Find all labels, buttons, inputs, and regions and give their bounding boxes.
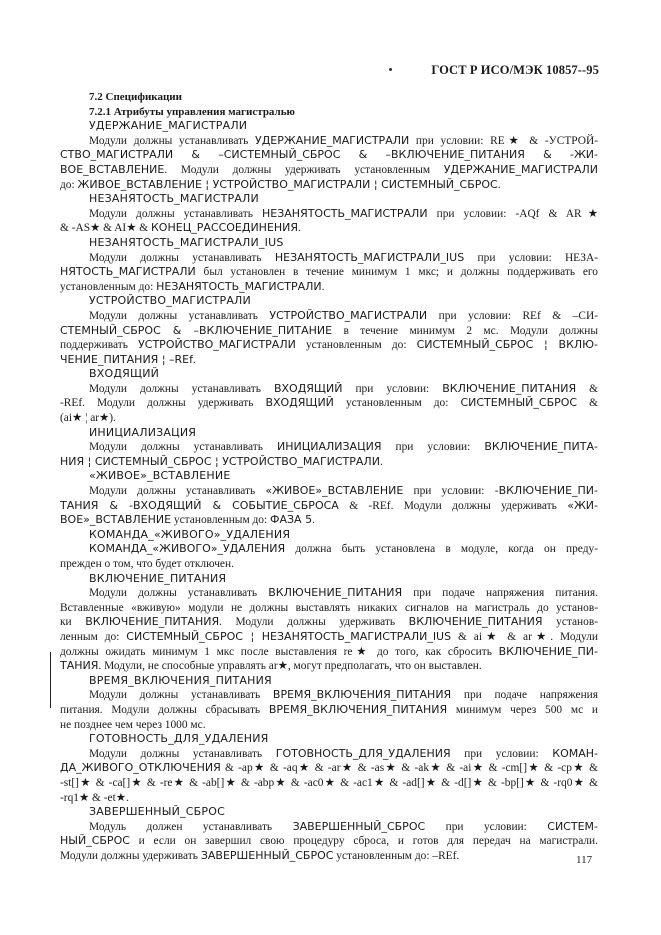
text-line <box>60 324 598 339</box>
page-number: 117 <box>576 854 593 866</box>
text-run: . <box>298 222 301 235</box>
text-run: Модули должны устанавливать <box>89 251 275 264</box>
term-paragraph <box>60 251 598 295</box>
term-ref: ФАЗА 5 <box>270 513 313 527</box>
term-ref: ТАНИЯ & -ВХОДЯЩИЙ & СОБЫТИЕ_СБРОСА <box>60 498 339 512</box>
text-run: Модули должны устанавливать <box>89 309 270 322</box>
term-paragraph <box>60 820 598 864</box>
text-run: Модули должны устанавливать <box>89 587 269 600</box>
text-run: & -ap★ & -aq★ & -ar★ & -as★ & -ak★ & -ai★ & -cm[]★ & -cp★ & <box>220 762 598 775</box>
term-ref: НИЯ ¦ СИСТЕМНЫЙ_СБРОС ¦ УСТРОЙСТВО_МАГИСТРАЛИ <box>60 454 380 468</box>
text-run: установленным до: <box>60 280 157 293</box>
term-ref: КОНЕЦ_РАССОЕДИНЕНИЯ <box>151 221 299 235</box>
text-line <box>60 455 598 470</box>
text-line <box>60 601 598 616</box>
text-line <box>60 557 598 572</box>
term-ref: «ЖИ- <box>567 498 598 512</box>
subsection-heading: 7.2.1 Атрибуты управления магистралью <box>89 105 295 118</box>
text-run: Модули должны устанавливать <box>89 382 274 395</box>
term-heading: ВРЕМЯ_ВКЛЮЧЕНИЯ_ПИТАНИЯ <box>89 673 272 687</box>
term-ref: ТАНИЯ <box>60 659 99 673</box>
text-line <box>60 849 598 864</box>
text-run: Вставленные «вживую» модули не должны выставлять никаких сигналов на магистраль до установ- <box>60 601 598 614</box>
term-ref: СИСТЕМНЫЙ_СБРОС <box>460 396 578 410</box>
text-run: . <box>379 455 383 468</box>
text-run: установленным до: –REf. <box>333 849 460 862</box>
text-line <box>60 747 598 762</box>
term-ref: ИНИЦИАЛИЗАЦИЯ <box>276 440 382 454</box>
revision-bar <box>50 652 51 708</box>
text-run: при условии: <box>425 820 548 833</box>
text-run: Модули должны устанавливать <box>89 485 266 498</box>
text-line <box>60 703 598 718</box>
text-line <box>60 309 598 324</box>
term-paragraph <box>60 542 598 571</box>
text-run: . <box>193 353 196 366</box>
text-line <box>60 265 598 280</box>
text-line <box>60 134 598 149</box>
term-ref: ГОТОВНОСТЬ_ДЛЯ_УДАЛЕНИЯ <box>275 746 451 760</box>
text-run: питания. Модули должны сбрасывать <box>60 703 269 716</box>
text-run: . Модули, не способные управлять ar★, могут предполагать, что он выставлен. <box>98 660 482 673</box>
term-heading: «ЖИВОЕ»_ВСТАВЛЕНИЕ <box>89 469 231 483</box>
term-ref: УСТРОЙСТВО_МАГИСТРАЛИ <box>138 338 296 352</box>
text-run: Модули должны устанавливать <box>89 689 273 702</box>
term-paragraph <box>60 309 598 367</box>
term-heading: ГОТОВНОСТЬ_ДЛЯ_УДАЛЕНИЯ <box>89 732 269 746</box>
term-ref: КОМАН- <box>552 746 598 760</box>
text-run: Модуль должен устанавливать <box>89 820 293 833</box>
text-line <box>60 630 598 645</box>
text-run: & <box>577 397 598 410</box>
text-run: -REf. Модули должны удерживать <box>60 397 266 410</box>
term-ref: ВХОДЯЩИЙ <box>273 381 343 395</box>
term-ref: ВОЕ_ВСТАВЛЕНИЕ <box>60 162 165 176</box>
term-ref: ЖИВОЕ_ВСТАВЛЕНИЕ ¦ УСТРОЙСТВО_МАГИСТРАЛИ ¦ СИСТЕМНЫЙ_СБРОС <box>77 177 498 191</box>
text-run: установленным до: <box>295 339 417 352</box>
section-heading: 7.2 Спецификации <box>89 91 182 103</box>
text-run: прежден о том, что будет отключен. <box>60 558 234 570</box>
text-run: ки <box>60 616 86 629</box>
term-paragraph <box>60 484 598 528</box>
text-run: -st[]★ & -ca[]★ & -re★ & -ab[]★ & -abp★ & -ac0★ & -ac1★ & -ad[]★ & -d[]★ & -bp[]★ & -rq0★ & <box>60 776 598 789</box>
term-ref: СТЕМНЫЙ_СБРОС & –ВКЛЮЧЕНИЕ_ПИТАНИЕ <box>60 323 333 337</box>
term-ref: НЫЙ_СБРОС <box>60 834 130 848</box>
text-line <box>60 207 598 222</box>
term-paragraph <box>60 688 598 732</box>
term-paragraph <box>60 747 598 805</box>
text-line <box>60 411 598 426</box>
text-run: при условии: <box>403 485 495 498</box>
text-line <box>60 761 598 776</box>
text-line <box>60 280 598 295</box>
text-run: должны ожидать минимум 1 мкс после выставления re★ до того, как сбросить <box>60 645 499 658</box>
text-run: в течение минимум 2 мс. Модули должны <box>332 324 598 337</box>
text-run: -rq1★ & -et★. <box>60 791 129 804</box>
term-ref: ВКЛЮЧЕНИЕ_ПИТАНИЯ <box>408 615 543 629</box>
text-line <box>60 499 598 514</box>
text-line <box>60 221 598 236</box>
text-line <box>60 834 598 849</box>
term-heading: УДЕРЖАНИЕ_МАГИСТРАЛИ <box>89 119 248 133</box>
term-heading: НЕЗАНЯТОСТЬ_МАГИСТРАЛИ <box>89 192 259 206</box>
text-line <box>60 615 598 630</box>
term-ref: ВКЛЮЧЕНИЕ_ПИТА- <box>484 440 598 454</box>
term-ref: УДЕРЖАНИЕ_МАГИСТРАЛИ <box>255 133 410 147</box>
text-run: при условии: НЕЗА- <box>464 251 598 264</box>
text-run: при условии: REf & –СИ- <box>427 309 598 322</box>
term-ref: НЕЗАНЯТОСТЬ_МАГИСТРАЛИ <box>156 279 322 293</box>
term-heading: ИНИЦИАЛИЗАЦИЯ <box>89 425 197 439</box>
term-heading: КОМАНДА_«ЖИВОГО»_УДАЛЕНИЯ <box>89 527 291 541</box>
text-run: минимум через 500 мс и <box>447 703 598 716</box>
text-run: и если он завершил свою процедуру сброса, и готов для передач на магистрали. <box>129 835 598 848</box>
text-line <box>60 396 598 411</box>
text-run: установ- <box>542 616 599 629</box>
term-ref: УСТРОЙСТВО_МАГИСТРАЛИ <box>269 308 428 322</box>
term-paragraph <box>60 440 598 469</box>
term-ref: НЯТОСТЬ_МАГИСТРАЛИ <box>60 265 196 279</box>
term-ref: КОМАНДА_«ЖИВОГО»_УДАЛЕНИЯ <box>89 542 286 556</box>
text-line <box>60 382 598 397</box>
term-ref: СИСТЕМ- <box>547 819 598 833</box>
text-line <box>60 353 598 368</box>
text-run: . <box>321 280 325 293</box>
text-line <box>60 484 598 499</box>
text-run: при подаче напряжения питания. <box>402 587 598 600</box>
text-line <box>60 178 598 193</box>
term-heading: ВХОДЯЩИЙ <box>89 367 160 381</box>
term-ref: ЗАВЕРШЕННЫЙ_СБРОС <box>292 819 426 833</box>
page-content <box>60 90 598 863</box>
text-line <box>60 776 598 791</box>
text-line <box>60 586 598 601</box>
term-heading: ЗАВЕРШЕННЫЙ_СБРОС <box>89 805 225 819</box>
text-run: при подаче напряжения <box>451 689 598 702</box>
term-ref: -ВКЛЮЧЕНИЕ_ПИ- <box>494 484 598 498</box>
text-run: поддерживать <box>60 339 139 352</box>
term-paragraph <box>60 586 598 674</box>
text-line <box>60 718 598 733</box>
term-heading: ВКЛЮЧЕНИЕ_ПИТАНИЯ <box>89 571 227 585</box>
text-run: должна быть установлена в модуле, когда он преду- <box>285 543 598 556</box>
text-line <box>60 791 598 806</box>
term-heading: НЕЗАНЯТОСТЬ_МАГИСТРАЛИ_IUS <box>89 235 284 249</box>
term-ref: ВКЛЮЧЕНИЕ_ПИ- <box>498 644 598 658</box>
text-run: (ai★ ¦ ar★). <box>60 412 116 425</box>
term-ref: ВКЛЮЧЕНИЕ_ПИТАНИЯ <box>268 586 403 600</box>
page-header: ГОСТ Р ИСО/МЭК 10857--95 <box>431 63 599 77</box>
text-line <box>60 542 598 557</box>
term-paragraph <box>60 134 598 192</box>
text-run: & -REf. Модули должны удерживать <box>338 499 568 512</box>
text-line <box>60 163 598 178</box>
text-line <box>60 513 598 528</box>
text-run: & <box>576 382 598 395</box>
term-ref: ДА_ЖИВОГО_ОТКЛЮЧЕНИЯ <box>60 761 221 775</box>
text-line <box>60 148 598 163</box>
term-ref: ВРЕМЯ_ВКЛЮЧЕНИЯ_ПИТАНИЯ <box>268 702 448 716</box>
term-paragraph <box>60 382 598 426</box>
term-ref: СИСТЕМНЫЙ_СБРОС ¦ НЕЗАНЯТОСТЬ_МАГИСТРАЛИ_IUS <box>126 629 452 643</box>
term-ref: ВХОДЯЩИЙ <box>265 396 334 410</box>
text-run: Модули должны устанавливать <box>89 134 255 147</box>
term-ref: ЧЕНИЕ_ПИТАНИЯ ¦ –REf <box>60 352 193 366</box>
text-run: при условии: RE★ & -УСТРОЙ- <box>409 134 598 147</box>
text-run: не позднее чем через 1000 мс. <box>60 718 206 731</box>
term-ref: ВРЕМЯ_ВКЛЮЧЕНИЯ_ПИТАНИЯ <box>272 688 452 702</box>
text-run: . Модули должны удерживать <box>219 616 409 629</box>
term-ref: «ЖИВОЕ»_ВСТАВЛЕНИЕ <box>265 484 404 498</box>
text-run: установленным до: <box>171 514 271 527</box>
term-ref: СТВО_МАГИСТРАЛИ & –СИСТЕМНЫЙ_СБРОС & –ВКЛЮЧЕНИЕ_ПИТАНИЯ & -ЖИ- <box>60 148 598 162</box>
text-run: Модули должны устанавливать <box>89 207 262 220</box>
term-ref: ВКЛЮЧЕНИЕ_ПИТАНИЯ <box>85 615 220 629</box>
text-run: Модули должны устанавливать <box>89 747 276 760</box>
text-run: был установлен в течение минимум 1 мкс; и должны поддерживать его <box>195 266 598 279</box>
term-ref: НЕЗАНЯТОСТЬ_МАГИСТРАЛИ_IUS <box>274 250 465 264</box>
text-line <box>60 820 598 835</box>
text-run: при условии: <box>342 382 443 395</box>
text-run: Модули должны устанавливать <box>89 441 277 454</box>
text-line <box>60 645 598 660</box>
text-run: до: <box>60 178 78 191</box>
text-line <box>60 338 598 353</box>
term-paragraph <box>60 207 598 236</box>
text-run: при условии: <box>450 747 553 760</box>
term-ref: ЗАВЕРШЕННЫЙ_СБРОС <box>200 848 334 862</box>
text-run: . <box>497 178 501 191</box>
term-ref: НЕЗАНЯТОСТЬ_МАГИСТРАЛИ <box>262 206 428 220</box>
text-line <box>60 688 598 703</box>
text-run: & -AS★ & AI★ & <box>60 222 151 235</box>
term-heading: УСТРОЙСТВО_МАГИСТРАЛИ <box>89 294 251 308</box>
text-run: при условии: <box>381 441 485 454</box>
text-run: Модули должны удерживать <box>60 849 201 862</box>
dot-mark <box>389 68 392 71</box>
text-run: ленным до: <box>60 630 127 643</box>
text-run: . Модули должны удерживать установленным <box>164 163 444 176</box>
text-line <box>60 440 598 455</box>
term-ref: ВКЛЮЧЕНИЕ_ПИТАНИЯ <box>442 381 577 395</box>
text-run: установленным до: <box>333 397 461 410</box>
text-run: . <box>312 514 315 527</box>
text-run: & ai★ & ar★. Модули <box>451 630 598 643</box>
term-ref: СИСТЕМНЫЙ_СБРОС ¦ ВКЛЮ- <box>416 338 599 352</box>
term-ref: ВОЕ»_ВСТАВЛЕНИЕ <box>60 513 172 527</box>
text-line <box>60 251 598 266</box>
term-ref: УДЕРЖАНИЕ_МАГИСТРАЛИ <box>443 162 598 176</box>
text-line <box>60 659 598 674</box>
text-run: при условии: -AQf & AR★ <box>427 207 599 220</box>
